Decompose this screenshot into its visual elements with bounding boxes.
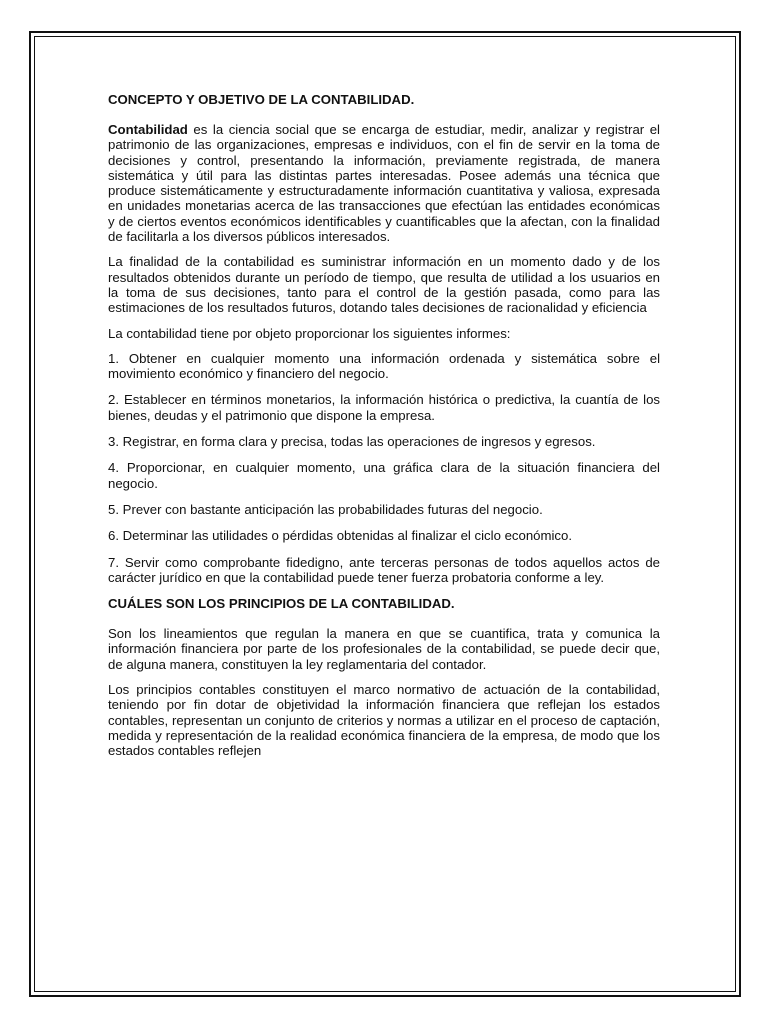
document-body <box>108 92 660 769</box>
list-item-7: 7. Servir como comprobante fidedigno, ante terceras personas de todos aquellos actos de carácter jurídico en que la contabilidad puede tener fuerza probatoria conforme a ley. <box>108 554 660 585</box>
list-item-1: 1. Obtener en cualquier momento una información ordenada y sistemática sobre el movimiento económico y financiero del negocio. <box>108 350 660 382</box>
heading-concepto: CONCEPTO Y OBJETIVO DE LA CONTABILIDAD. <box>108 92 415 107</box>
paragraph-objeto: La contabilidad tiene por objeto proporcionar los siguientes informes: <box>108 325 511 341</box>
list-item-4: 4. Proporcionar, en cualquier momento, una gráfica clara de la situación financiera del negocio. <box>108 460 660 491</box>
list-item-5: 5. Prever con bastante anticipación las probabilidades futuras del negocio. <box>108 501 543 517</box>
definition-text: es la ciencia social que se encarga de estudiar, medir, analizar y registrar el patrimonio de las organizaciones, empresas e individuos, con el fin de servir en la toma de decisiones y control, presentando la información, previamente registrada, de manera sistemática y útil para las distintas partes interesadas. Posee además una técnica que produce sistemáticamente y estructuradamente información cuantitativa y valiosa, expresada en unidades monetarias acerca de las transacciones que efectúan las entidades económicas y de ciertos eventos económicos identificables y cuantificables que la afectan, con la finalidad de facilitarla a los diversos públicos interesados. <box>108 122 660 245</box>
list-item-3: 3. Registrar, en forma clara y precisa, todas las operaciones de ingresos y egresos. <box>108 434 596 450</box>
paragraph-principios: Los principios contables constituyen el marco normativo de actuación de la contabilidad, teniendo por fin dotar de objetividad la información financiera que reflejan los estados contables, representan un conjunto de criterios y normas a utilizar en el proceso de captación, medida y representación de la realidad económica financiera de la empresa, de modo que los estados contables reflejen <box>108 682 660 759</box>
heading-principios: CUÁLES SON LOS PRINCIPIOS DE LA CONTABILIDAD. <box>108 596 455 612</box>
term-contabilidad: Contabilidad <box>108 122 188 137</box>
paragraph-finalidad: La finalidad de la contabilidad es suministrar información en un momento dado y de los resultados obtenidos durante un período de tiempo, que resulta de utilidad a los usuarios en la toma de sus decisiones, tanto para el control de la gestión pasada, como para las estimaciones de los resultados futuros, dotando tales decisiones de racionalidad y eficiencia <box>108 254 660 316</box>
list-item-6: 6. Determinar las utilidades o pérdidas obtenidas al finalizar el ciclo económico. <box>108 528 573 544</box>
paragraph-lineamientos: Son los lineamientos que regulan la manera en que se cuantifica, trata y comunica la información financiera por parte de los profesionales de la contabilidad, se puede decir que, de alguna manera, constituyen la ley reglamentaria del contador. <box>108 626 660 672</box>
paragraph-definition <box>108 122 660 244</box>
list-item-2: 2. Establecer en términos monetarios, la información histórica o predictiva, la cuantía de los bienes, deudas y el patrimonio que dispone la empresa. <box>108 392 660 423</box>
